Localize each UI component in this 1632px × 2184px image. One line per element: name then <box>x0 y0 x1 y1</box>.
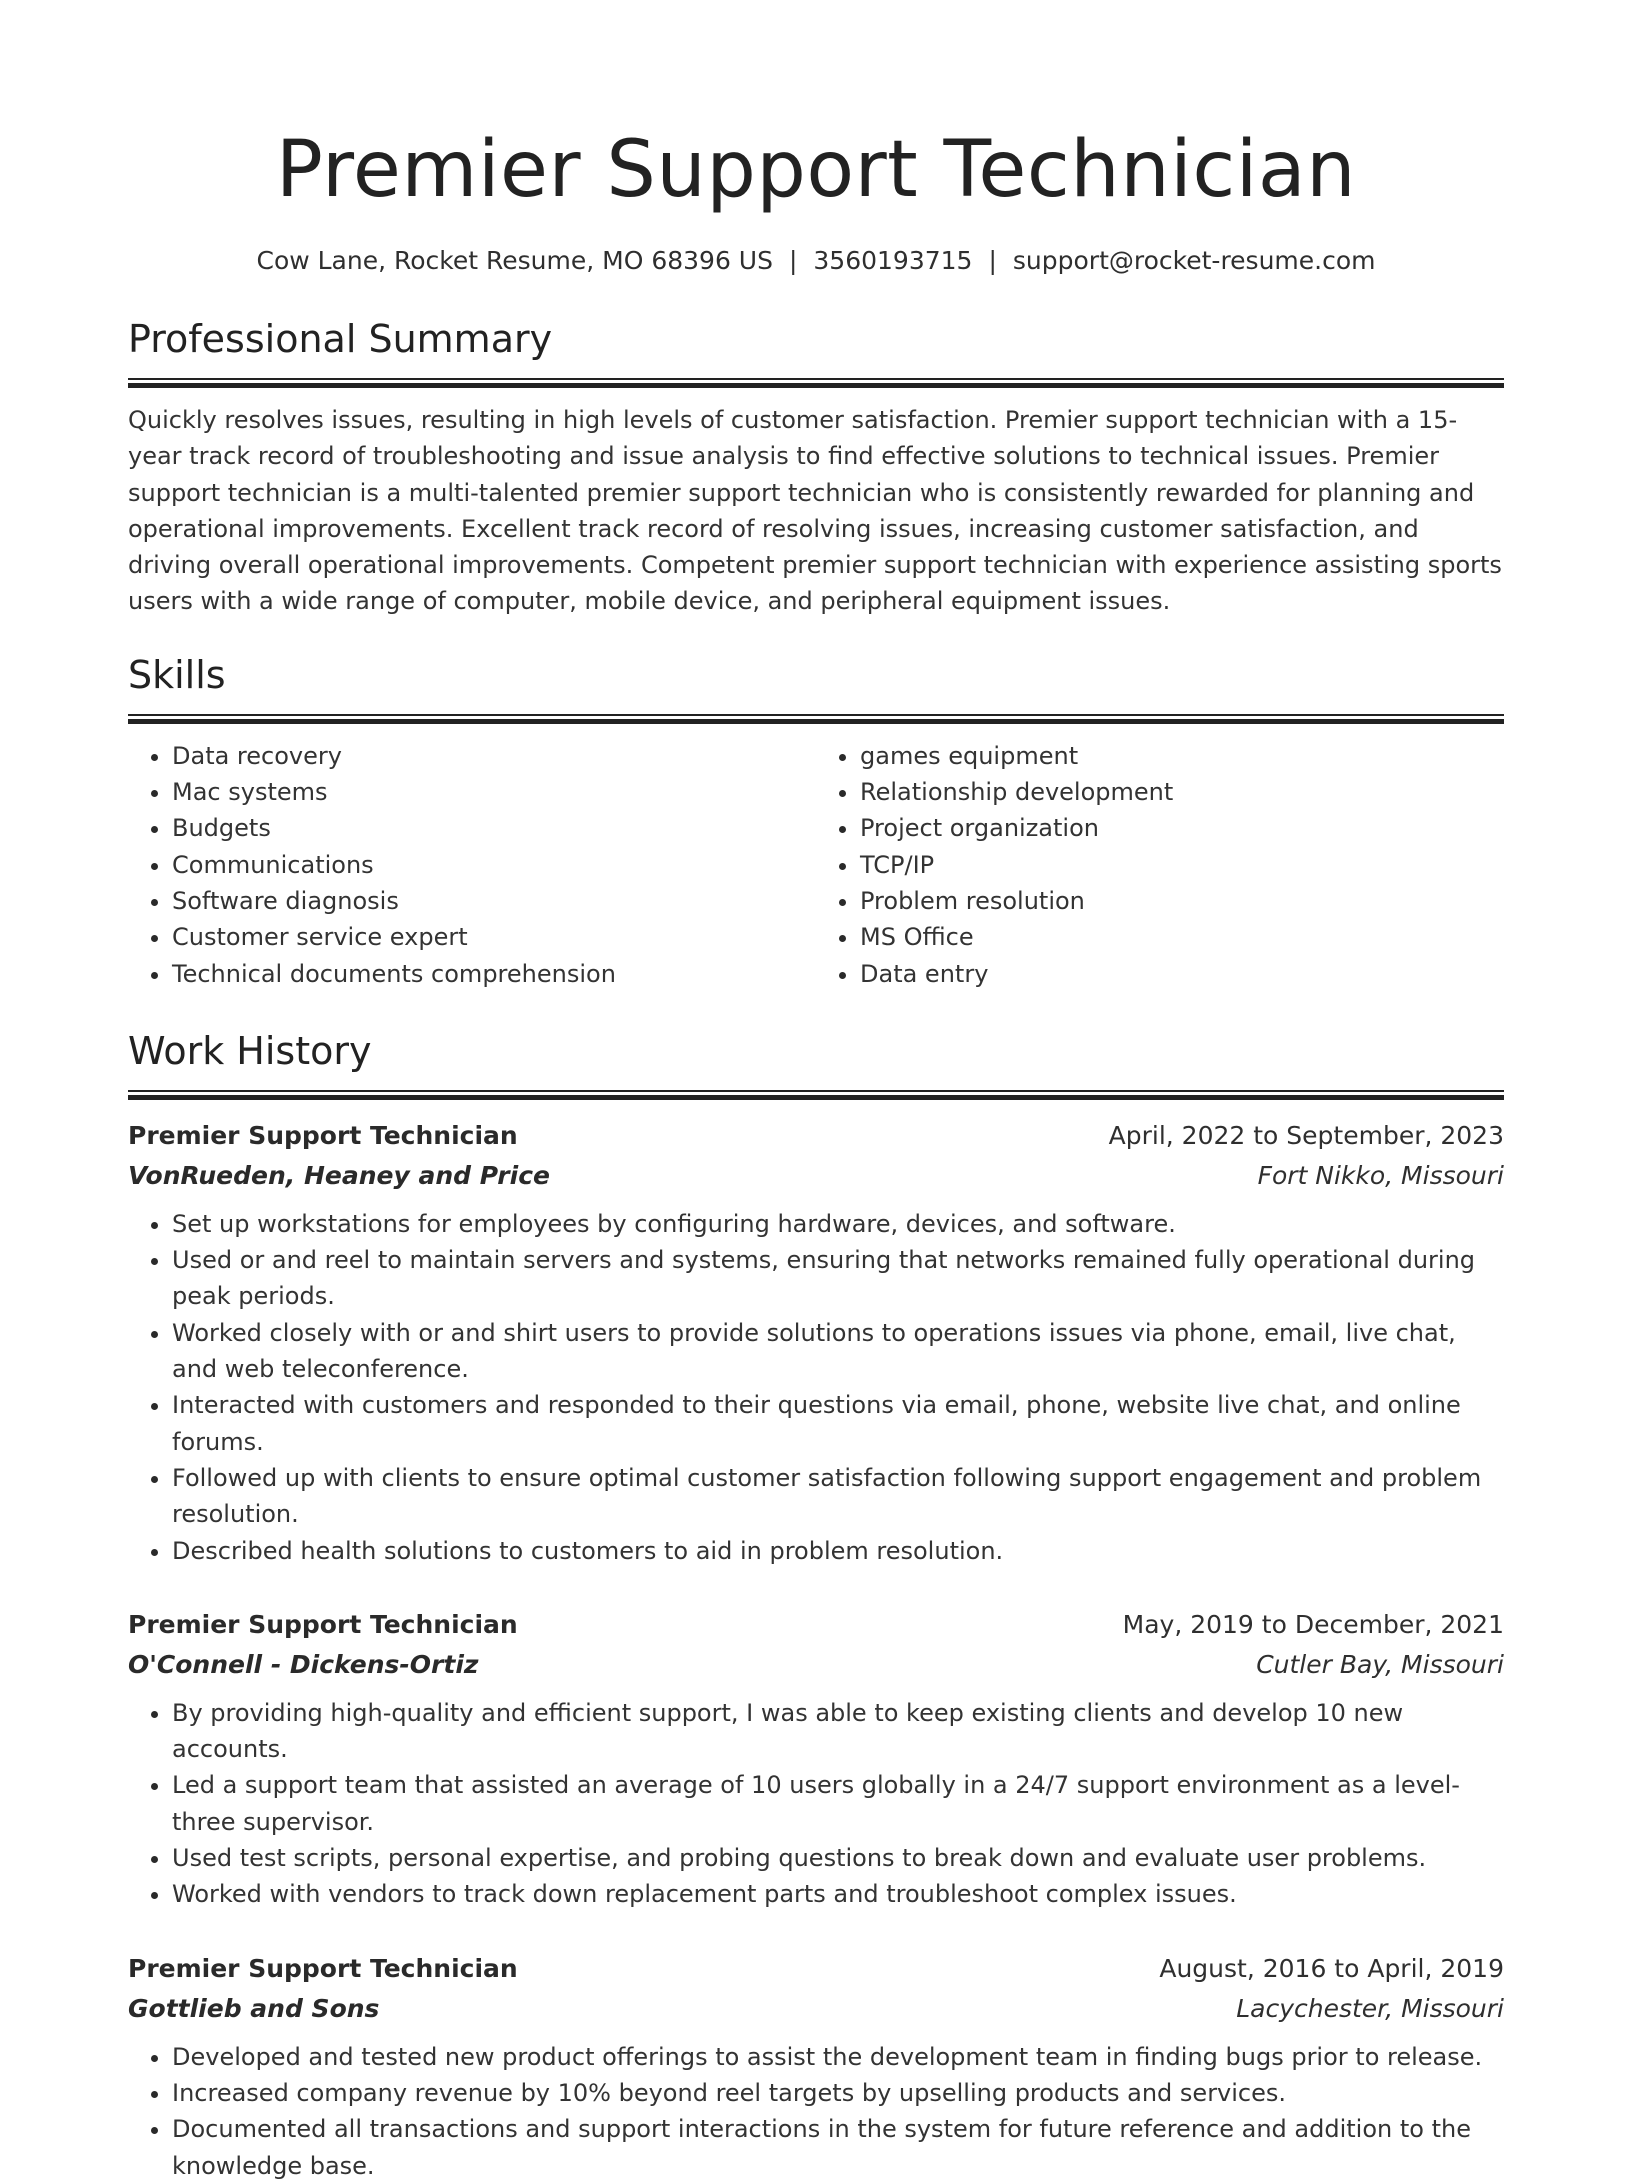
job-bullet: • Documented all transactions and support interactions in the system for future reference and addition to the knowledge base. <box>172 2111 1504 2184</box>
job-bullet: • Interacted with customers and responded to their questions via email, phone, website live chat, and online forums. <box>172 1387 1504 1460</box>
job-title: Premier Support Technician <box>128 1953 518 1983</box>
contact-phone: 3560193715 <box>813 246 973 275</box>
section-divider <box>128 1090 1504 1100</box>
contact-address: Cow Lane, Rocket Resume, MO 68396 US <box>256 246 773 275</box>
section-divider <box>128 378 1504 388</box>
skill-item: • Relationship development <box>860 774 1504 810</box>
skill-item: • MS Office <box>860 919 1504 955</box>
job-company-row <box>128 1989 1504 2029</box>
contact-email: support@rocket-resume.com <box>1012 246 1376 275</box>
skill-item: • Project organization <box>860 810 1504 846</box>
skill-item: • Data entry <box>860 956 1504 992</box>
job-bullet: • Worked closely with or and shirt users to provide solutions to operations issues via phone, email, live chat, and web teleconference. <box>172 1315 1504 1388</box>
job-company: Gottlieb and Sons <box>128 1993 380 2023</box>
contact-separator: | <box>988 246 997 275</box>
job-bullet-list <box>128 2039 1504 2184</box>
resume-name: Premier Support Technician <box>275 125 1357 215</box>
skills-columns <box>128 738 1504 992</box>
skill-item: • Problem resolution <box>860 883 1504 919</box>
contact-separator: | <box>788 246 798 275</box>
job-bullet: • Led a support team that assisted an average of 10 users globally in a 24/7 support environment as a level-three supervisor. <box>172 1767 1504 1840</box>
skill-item: • Data recovery <box>172 738 816 774</box>
summary-text: Quickly resolves issues, resulting in high levels of customer satisfaction. Premier support technician with a 15-year track record of troubleshooting and issue analysis to find effective solutions to technical issues. Premier support technician is a multi-talented premier support technician who is consistently rewarded for planning and operational improvements. Excellent track record of resolving issues, increasing customer satisfaction, and driving overall operational improvements. Competent premier support technician with experience assisting sports users with a wide range of computer, mobile device, and peripheral equipment issues. <box>128 406 1502 616</box>
job-bullet: • By providing high-quality and efficient support, I was able to keep existing clients and develop 10 new accounts. <box>172 1695 1504 1768</box>
skill-item: • Communications <box>172 847 816 883</box>
job-company: VonRueden, Heaney and Price <box>128 1160 550 1190</box>
section-title-skills: Skills <box>128 652 226 697</box>
job-dates: April, 2022 to September, 2023 <box>1108 1120 1504 1150</box>
job-bullet: • Set up workstations for employees by configuring hardware, devices, and software. <box>172 1206 1504 1242</box>
job-header-row <box>128 1605 1504 1645</box>
job-title: Premier Support Technician <box>128 1609 518 1639</box>
job-location: Cutler Bay, Missouri <box>1256 1649 1504 1679</box>
work-history-section <box>128 1026 1504 2184</box>
skill-item: • Software diagnosis <box>172 883 816 919</box>
job-bullet: • Increased company revenue by 10% beyond reel targets by upselling products and services. <box>172 2075 1504 2111</box>
skill-item: • Mac systems <box>172 774 816 810</box>
skill-item: • TCP/IP <box>860 847 1504 883</box>
job-bullet: • Described health solutions to customers to aid in problem resolution. <box>172 1533 1504 1569</box>
skills-list-right <box>816 738 1504 992</box>
job-dates: August, 2016 to April, 2019 <box>1159 1953 1504 1983</box>
job-dates: May, 2019 to December, 2021 <box>1122 1609 1504 1639</box>
job-bullet: • Worked with vendors to track down replacement parts and troubleshoot complex issues. <box>172 1876 1504 1912</box>
job-entry <box>128 1949 1504 2184</box>
job-company-row <box>128 1156 1504 1196</box>
job-company: O'Connell - Dickens-Ortiz <box>128 1649 479 1679</box>
job-bullet: • Used test scripts, personal expertise, and probing questions to break down and evaluate user problems. <box>172 1840 1504 1876</box>
job-bullet-list <box>128 1695 1504 1913</box>
skills-list-left <box>128 738 816 992</box>
professional-summary-section <box>128 314 1504 620</box>
skills-section <box>128 650 1504 992</box>
job-header-row <box>128 1949 1504 1989</box>
job-header-row <box>128 1116 1504 1156</box>
section-title-work-history: Work History <box>128 1028 372 1073</box>
job-location: Fort Nikko, Missouri <box>1257 1160 1504 1190</box>
job-entry <box>128 1100 1504 1569</box>
skill-item: • Budgets <box>172 810 816 846</box>
job-entry <box>128 1605 1504 1913</box>
skill-item: • games equipment <box>860 738 1504 774</box>
job-title: Premier Support Technician <box>128 1120 518 1150</box>
job-bullet: • Used or and reel to maintain servers and systems, ensuring that networks remained fully operational during peak periods. <box>172 1242 1504 1315</box>
job-bullet-list <box>128 1206 1504 1569</box>
job-bullet: • Developed and tested new product offerings to assist the development team in finding bugs prior to release. <box>172 2039 1504 2075</box>
skill-item: • Customer service expert <box>172 919 816 955</box>
job-company-row <box>128 1645 1504 1685</box>
contact-line <box>128 244 1504 278</box>
section-title-summary: Professional Summary <box>128 317 553 361</box>
skill-item: • Technical documents comprehension <box>172 956 816 992</box>
job-bullet: • Followed up with clients to ensure optimal customer satisfaction following support engagement and problem resolution. <box>172 1460 1504 1533</box>
job-location: Lacychester, Missouri <box>1236 1993 1504 2023</box>
section-divider <box>128 714 1504 724</box>
